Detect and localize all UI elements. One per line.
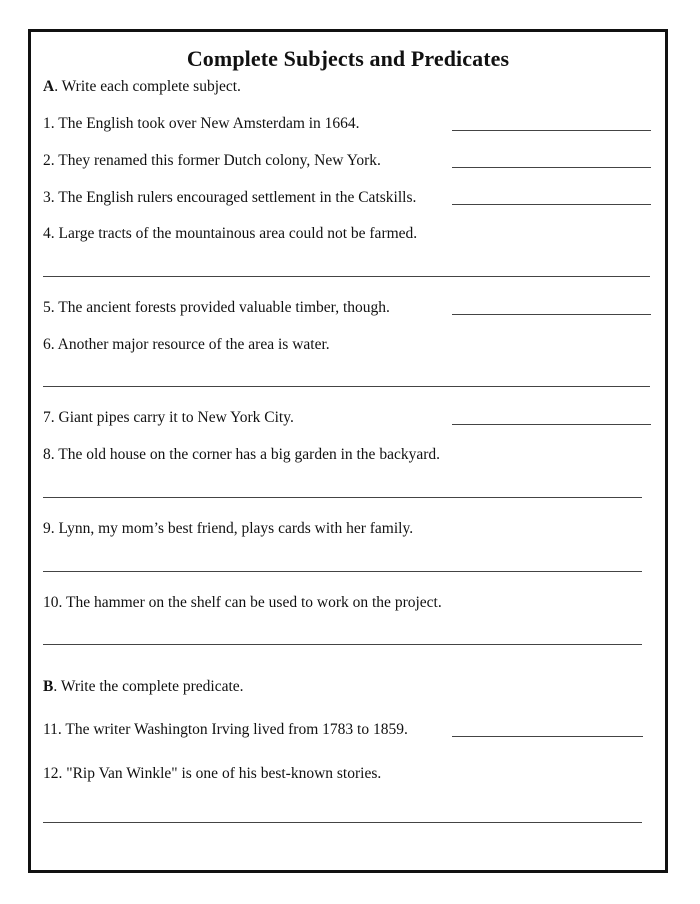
worksheet-frame	[28, 29, 668, 873]
answer-blank-2[interactable]	[452, 167, 651, 168]
question-7: 7. Giant pipes carry it to New York City.	[43, 409, 294, 426]
question-10: 10. The hammer on the shelf can be used to work on the project.	[43, 594, 442, 611]
answer-blank-9[interactable]	[43, 571, 642, 572]
question-5: 5. The ancient forests provided valuable timber, though.	[43, 299, 390, 316]
answer-blank-6[interactable]	[43, 386, 650, 387]
answer-blank-11[interactable]	[452, 736, 643, 737]
answer-blank-1[interactable]	[452, 130, 651, 131]
question-9: 9. Lynn, my mom’s best friend, plays cards with her family.	[43, 520, 414, 537]
answer-blank-10[interactable]	[43, 644, 642, 645]
question-6: 6. Another major resource of the area is water.	[43, 336, 330, 353]
section-b-letter: B	[43, 678, 54, 695]
answer-blank-12[interactable]	[43, 822, 642, 823]
section-b-instruction: . Write the complete predicate.	[53, 678, 244, 695]
worksheet-title: Complete Subjects and Predicates	[186, 46, 510, 71]
section-a-heading	[43, 78, 241, 96]
question-4: 4. Large tracts of the mountainous area could not be farmed.	[43, 225, 418, 242]
question-1: 1. The English took over New Amsterdam in 1664.	[43, 115, 360, 132]
answer-blank-4[interactable]	[43, 276, 650, 277]
question-2: 2. They renamed this former Dutch colony, New York.	[43, 152, 381, 169]
question-11: 11. The writer Washington Irving lived from 1783 to 1859.	[43, 721, 408, 738]
answer-blank-5[interactable]	[452, 314, 651, 315]
question-8: 8. The old house on the corner has a big garden in the backyard.	[43, 446, 440, 463]
answer-blank-7[interactable]	[452, 424, 651, 425]
answer-blank-3[interactable]	[452, 204, 651, 205]
answer-blank-8[interactable]	[43, 497, 642, 498]
section-b-heading	[43, 678, 244, 696]
section-a-instruction: . Write each complete subject.	[54, 78, 241, 95]
section-a-letter: A	[43, 78, 55, 95]
question-3: 3. The English rulers encouraged settlement in the Catskills.	[43, 189, 417, 206]
question-12: 12. "Rip Van Winkle" is one of his best-known stories.	[43, 765, 382, 782]
